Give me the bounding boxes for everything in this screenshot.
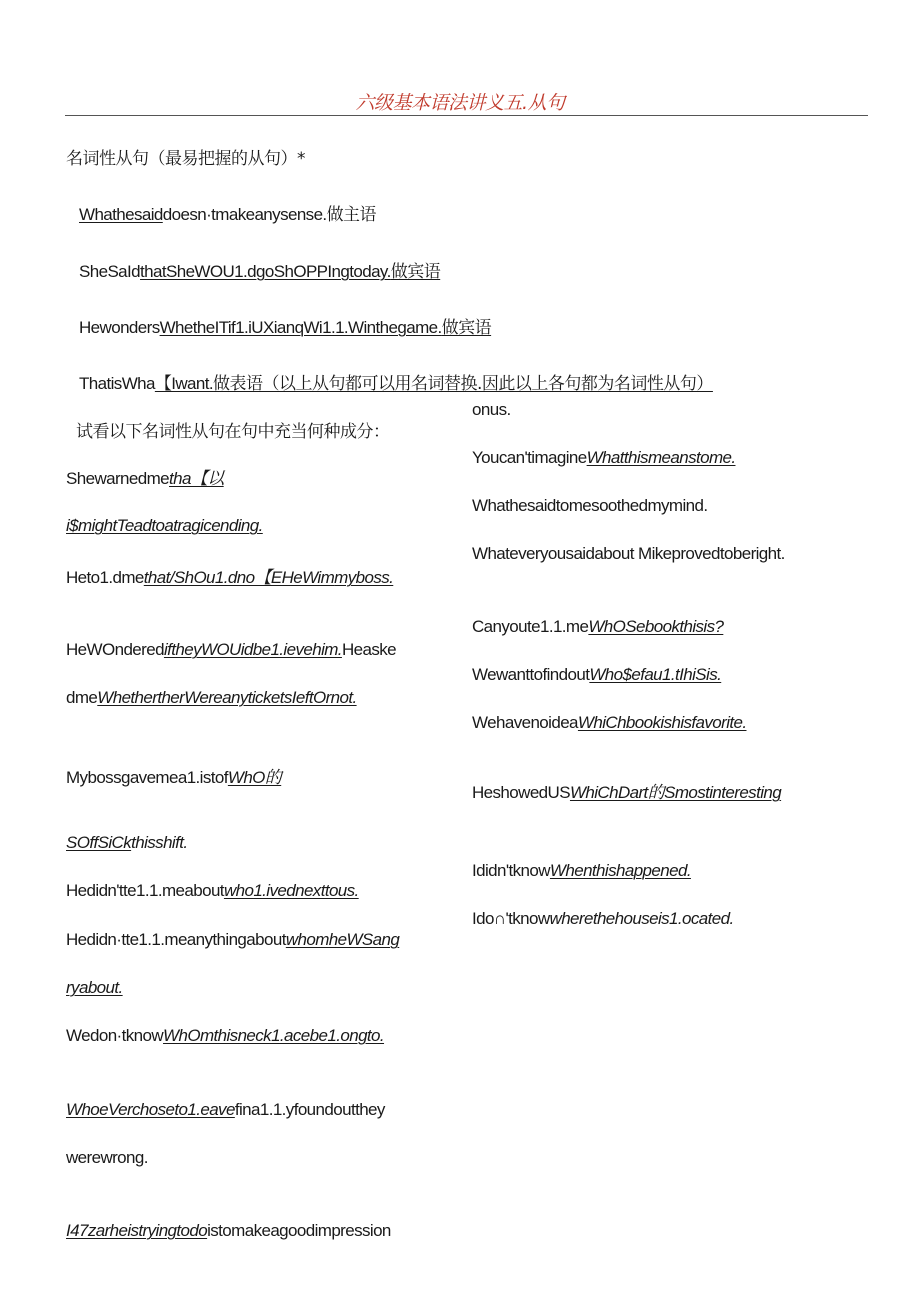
clause: tha【以	[169, 469, 224, 488]
left-line-14	[66, 1220, 391, 1242]
intro-example-2	[79, 261, 440, 283]
clause: Whathesaid	[79, 205, 163, 224]
clause-end: myboss.	[334, 568, 394, 587]
text: HeshowedUS	[472, 783, 570, 802]
clause: 【Iwant.	[154, 374, 214, 393]
clause: whomheWSang	[285, 930, 400, 949]
clause: WhOSebookthisis?	[588, 617, 724, 636]
text: Canyoute1.1.me	[472, 617, 589, 636]
role-note: 做宾语	[390, 262, 441, 282]
role-note: 做主语	[326, 205, 377, 225]
title-rule	[65, 115, 868, 116]
left-line-2	[66, 515, 263, 537]
clause: iftheyWOUidbe1.ievehim.	[163, 640, 342, 659]
left-line-10	[66, 977, 123, 999]
right-line-9	[472, 908, 734, 930]
left-line-8	[66, 880, 359, 902]
clause: Whenthishappened.	[549, 861, 691, 880]
right-line-8	[472, 860, 691, 882]
page-title: 六级基本语法讲义五.从句	[355, 92, 565, 114]
text: Hedidn'tte1.1.meabout	[66, 881, 224, 900]
intro-example-1	[79, 204, 376, 226]
clause: WhetheITif1.iUXianqWi1.1.Winthegame.	[159, 318, 442, 337]
clause: ryabout.	[66, 978, 123, 997]
left-line-1	[66, 468, 224, 490]
section-heading: 名词性从句（最易把握的从句）*	[66, 149, 305, 169]
text: Heto1.dme	[66, 568, 144, 587]
left-line-3	[66, 567, 393, 589]
sentence-start: ThatisWha	[79, 374, 155, 393]
intro-example-3	[79, 317, 491, 339]
text: Hedidn·tte1.1.meanythingabout	[66, 930, 286, 949]
right-line-2: Whathesaidtomesoothedmymind.	[472, 496, 708, 515]
clause: Whatthismeanstome.	[586, 448, 736, 467]
clause: i$mightTeadtoatragicending.	[66, 516, 263, 535]
intro-continuation: onus.	[472, 400, 511, 419]
clause: WhethertherWereanyticketsIeftOrnot.	[97, 688, 357, 707]
text: Shewarnedme	[66, 469, 170, 488]
text: Ididn'tknow	[472, 861, 550, 880]
text: fina1.1.yfoundoutthey	[234, 1100, 385, 1119]
clause: wherethehouseis1.ocated.	[549, 909, 734, 928]
left-line-5	[66, 687, 357, 709]
sentence-rest: doesn·tmakeanysense.	[162, 205, 327, 224]
left-line-9	[66, 929, 399, 951]
clause: SOffSiCk	[66, 833, 132, 852]
clause: that/ShOu1.dno【EHeWim	[143, 568, 335, 587]
text: HeWOndered	[66, 640, 164, 659]
text: istomakeagoodimpression	[207, 1221, 391, 1240]
clause: WhOmthisneck1.acebe1.ongto.	[163, 1026, 385, 1045]
role-note: 做表语（以上从句都可以用名词替换.因此以上各句都为名词性从句）	[213, 374, 713, 394]
text: dme	[66, 688, 98, 707]
sentence-start: Hewonders	[79, 318, 160, 337]
right-line-5	[472, 664, 721, 686]
right-line-4	[472, 616, 723, 638]
role-note: 做宾语	[441, 318, 492, 338]
clause: WhO的	[227, 768, 282, 787]
text: Wewanttofindout	[472, 665, 590, 684]
text: Youcan'timagine	[472, 448, 587, 467]
right-line-3: Whateveryousaidabout Mikeprovedtoberight.	[472, 544, 785, 563]
intro-example-4	[79, 373, 713, 395]
right-line-7	[472, 782, 781, 804]
left-line-13: werewrong.	[66, 1148, 148, 1167]
clause: WhoeVerchoseto1.eave	[66, 1100, 235, 1119]
sentence-start: SheSaId	[79, 262, 141, 281]
right-line-1	[472, 447, 735, 469]
left-line-12	[66, 1099, 385, 1121]
text: Heaske	[341, 640, 396, 659]
clause: WhiChbookishisfavorite.	[577, 713, 747, 732]
text: thisshift.	[131, 833, 188, 852]
text: Wehavenoidea	[472, 713, 578, 732]
text: Mybossgavemea1.istof	[66, 768, 228, 787]
clause: WhiChDart的Smostinteresting	[569, 783, 782, 802]
left-line-4	[66, 639, 396, 661]
clause: who1.ivednexttous.	[223, 881, 359, 900]
practice-prompt: 试看以下名词性从句在句中充当何种成分：	[76, 422, 390, 442]
clause: Who$efau1.tIhiSis.	[589, 665, 722, 684]
left-line-6	[66, 767, 281, 789]
left-line-7	[66, 832, 187, 854]
right-line-6	[472, 712, 746, 734]
left-line-11	[66, 1025, 384, 1047]
clause: I47zarheistryingtodo	[66, 1221, 208, 1240]
text: Wedon·tknow	[66, 1026, 164, 1045]
text: Ido∩'tknow	[472, 909, 550, 928]
clause: thatSheWOU1.dgoShOPPIngtoday.	[140, 262, 391, 281]
